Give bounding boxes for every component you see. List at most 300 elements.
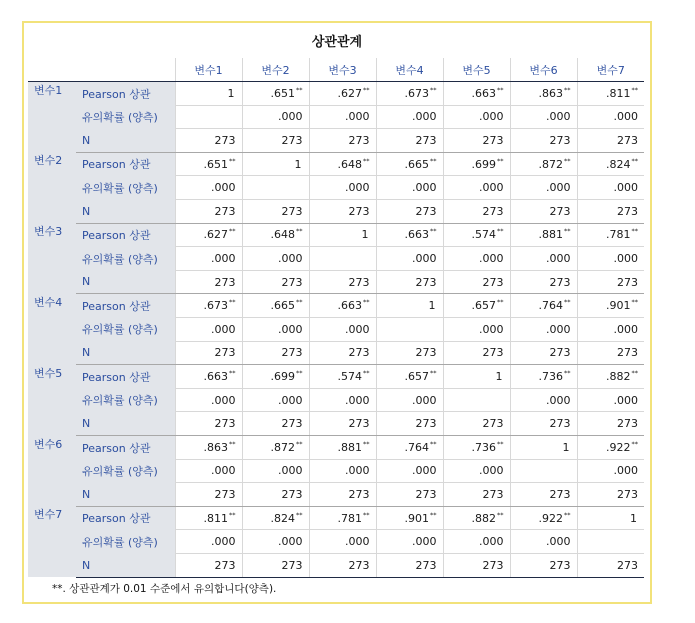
n-cell: 273 xyxy=(376,200,443,224)
statistic-label: 유의확률 (양측) xyxy=(76,247,175,271)
significance-marker: ** xyxy=(631,227,638,236)
statistic-label: Pearson 상관 xyxy=(76,294,175,318)
correlation-value: .922 xyxy=(538,511,563,525)
column-header: 변수5 xyxy=(443,58,510,82)
correlation-cell xyxy=(510,223,577,247)
correlation-cell xyxy=(510,506,577,530)
correlation-value: .736 xyxy=(538,370,563,384)
column-header: 변수7 xyxy=(577,58,644,82)
significance-cell xyxy=(577,530,644,554)
table-row xyxy=(28,388,644,412)
correlation-cell xyxy=(443,152,510,176)
correlation-value: .673 xyxy=(203,299,228,313)
statistic-label: 유의확률 (양측) xyxy=(76,388,175,412)
statistic-label: Pearson 상관 xyxy=(76,152,175,176)
correlation-cell xyxy=(242,82,309,106)
correlation-value: .627 xyxy=(203,228,228,242)
significance-marker: ** xyxy=(363,85,370,94)
significance-marker: ** xyxy=(430,85,437,94)
table-title: 상관관계 xyxy=(311,35,363,50)
significance-marker: ** xyxy=(497,510,504,519)
significance-cell: .000 xyxy=(242,247,309,271)
significance-cell: .000 xyxy=(443,247,510,271)
significance-cell: .000 xyxy=(577,176,644,200)
correlation-value: .648 xyxy=(270,228,295,242)
significance-cell: .000 xyxy=(175,176,242,200)
correlation-value: .673 xyxy=(404,86,429,100)
correlation-cell xyxy=(577,82,644,106)
footnote: **. 상관관계가 0.01 수준에서 유의합니다(양측). xyxy=(52,583,277,595)
statistic-label: Pearson 상관 xyxy=(76,223,175,247)
significance-cell: .000 xyxy=(309,459,376,483)
significance-cell: .000 xyxy=(376,105,443,129)
correlation-value: .574 xyxy=(337,370,362,384)
correlation-value: .651 xyxy=(270,86,295,100)
significance-marker: ** xyxy=(497,227,504,236)
significance-cell: .000 xyxy=(242,105,309,129)
significance-cell: .000 xyxy=(510,388,577,412)
n-cell: 273 xyxy=(577,483,644,507)
significance-cell: .000 xyxy=(175,247,242,271)
correlation-cell xyxy=(242,365,309,389)
statistic-label: Pearson 상관 xyxy=(76,365,175,389)
table-row xyxy=(28,82,644,106)
table-row xyxy=(28,506,644,530)
row-variable-label: 변수7 xyxy=(28,506,76,577)
correlation-value: .764 xyxy=(404,440,429,454)
significance-marker: ** xyxy=(229,369,236,378)
n-cell: 273 xyxy=(309,412,376,436)
row-variable-label: 변수4 xyxy=(28,294,76,365)
correlation-cell xyxy=(510,365,577,389)
row-variable-label: 변수3 xyxy=(28,223,76,294)
significance-marker: ** xyxy=(631,298,638,307)
row-variable-label: 변수1 xyxy=(28,82,76,153)
correlation-cell xyxy=(309,294,376,318)
n-cell: 273 xyxy=(376,483,443,507)
correlation-value: .663 xyxy=(404,228,429,242)
significance-marker: ** xyxy=(363,439,370,448)
table-row xyxy=(28,270,644,294)
table-row xyxy=(28,365,644,389)
statistic-label: N xyxy=(76,553,175,577)
correlation-cell xyxy=(376,82,443,106)
n-cell: 273 xyxy=(242,200,309,224)
correlation-value: .824 xyxy=(270,511,295,525)
n-cell: 273 xyxy=(175,553,242,577)
table-row xyxy=(28,318,644,342)
significance-marker: ** xyxy=(564,227,571,236)
correlation-value: .901 xyxy=(606,299,631,313)
correlation-value: .811 xyxy=(203,511,228,525)
correlation-cell xyxy=(443,365,510,389)
correlation-value: 1 xyxy=(630,511,637,525)
statistic-label: N xyxy=(76,483,175,507)
n-cell: 273 xyxy=(510,270,577,294)
correlation-value: .881 xyxy=(538,228,563,242)
correlation-cell xyxy=(242,506,309,530)
n-cell: 273 xyxy=(309,483,376,507)
correlation-cell xyxy=(309,436,376,460)
significance-marker: ** xyxy=(229,439,236,448)
correlation-value: .764 xyxy=(538,299,563,313)
correlation-cell xyxy=(510,152,577,176)
correlation-value: .736 xyxy=(471,440,496,454)
table-body xyxy=(28,82,644,577)
table-row xyxy=(28,436,644,460)
n-cell: 273 xyxy=(376,412,443,436)
correlation-cell xyxy=(242,223,309,247)
significance-cell: .000 xyxy=(577,247,644,271)
correlation-cell xyxy=(376,294,443,318)
correlation-value: .882 xyxy=(606,370,631,384)
significance-marker: ** xyxy=(564,298,571,307)
correlation-cell xyxy=(577,436,644,460)
n-cell: 273 xyxy=(242,553,309,577)
significance-cell: .000 xyxy=(309,530,376,554)
significance-cell: .000 xyxy=(309,105,376,129)
correlation-value: .863 xyxy=(538,86,563,100)
table-row xyxy=(28,105,644,129)
significance-cell: .000 xyxy=(175,388,242,412)
correlation-value: .574 xyxy=(471,228,496,242)
correlation-value: .699 xyxy=(270,370,295,384)
correlation-value: 1 xyxy=(294,157,302,171)
significance-cell: .000 xyxy=(242,530,309,554)
significance-cell: .000 xyxy=(376,388,443,412)
table-row xyxy=(28,530,644,554)
significance-cell: .000 xyxy=(577,388,644,412)
table-row xyxy=(28,341,644,365)
significance-marker: ** xyxy=(631,369,638,378)
significance-cell: .000 xyxy=(443,530,510,554)
statistic-label: 유의확률 (양측) xyxy=(76,318,175,342)
significance-marker: ** xyxy=(296,227,303,236)
column-header: 변수1 xyxy=(175,58,242,82)
table-row xyxy=(28,553,644,577)
n-cell: 273 xyxy=(242,483,309,507)
n-cell: 273 xyxy=(175,200,242,224)
significance-cell: .000 xyxy=(242,318,309,342)
significance-marker: ** xyxy=(363,156,370,165)
statistic-label: N xyxy=(76,129,175,153)
correlation-value: .824 xyxy=(606,157,631,171)
n-cell: 273 xyxy=(443,412,510,436)
correlation-value: .901 xyxy=(404,511,429,525)
n-cell: 273 xyxy=(443,341,510,365)
n-cell: 273 xyxy=(309,341,376,365)
significance-cell: .000 xyxy=(376,530,443,554)
n-cell: 273 xyxy=(577,270,644,294)
correlation-value: .665 xyxy=(404,157,429,171)
significance-cell: .000 xyxy=(376,459,443,483)
output-frame xyxy=(22,21,652,604)
statistic-label: N xyxy=(76,412,175,436)
significance-marker: ** xyxy=(296,439,303,448)
correlation-value: .663 xyxy=(203,370,228,384)
correlation-cell xyxy=(175,436,242,460)
table-row xyxy=(28,223,644,247)
significance-marker: ** xyxy=(564,510,571,519)
significance-cell xyxy=(175,105,242,129)
statistic-label: N xyxy=(76,200,175,224)
correlation-cell xyxy=(175,82,242,106)
significance-cell xyxy=(510,459,577,483)
significance-marker: ** xyxy=(631,156,638,165)
correlation-cell xyxy=(242,152,309,176)
correlation-cell xyxy=(577,365,644,389)
significance-cell: .000 xyxy=(577,105,644,129)
n-cell: 273 xyxy=(175,341,242,365)
statistic-label: Pearson 상관 xyxy=(76,82,175,106)
significance-marker: ** xyxy=(430,227,437,236)
significance-marker: ** xyxy=(564,85,571,94)
significance-marker: ** xyxy=(363,369,370,378)
correlation-value: .657 xyxy=(471,299,496,313)
n-cell: 273 xyxy=(510,129,577,153)
correlation-cell xyxy=(175,152,242,176)
n-cell: 273 xyxy=(443,483,510,507)
correlation-cell xyxy=(242,436,309,460)
correlation-cell xyxy=(309,82,376,106)
significance-marker: ** xyxy=(430,510,437,519)
significance-cell: .000 xyxy=(309,318,376,342)
significance-marker: ** xyxy=(430,156,437,165)
correlation-value: .872 xyxy=(538,157,563,171)
significance-marker: ** xyxy=(497,156,504,165)
n-cell: 273 xyxy=(175,270,242,294)
significance-cell: .000 xyxy=(577,318,644,342)
row-variable-label: 변수2 xyxy=(28,152,76,223)
significance-cell: .000 xyxy=(242,388,309,412)
significance-marker: ** xyxy=(497,85,504,94)
correlation-value: .699 xyxy=(471,157,496,171)
significance-marker: ** xyxy=(363,510,370,519)
correlation-cell xyxy=(577,152,644,176)
significance-cell: .000 xyxy=(242,459,309,483)
correlation-cell xyxy=(309,223,376,247)
correlation-value: .881 xyxy=(337,440,362,454)
correlation-cell xyxy=(309,365,376,389)
significance-cell: .000 xyxy=(309,388,376,412)
significance-marker: ** xyxy=(229,298,236,307)
correlation-value: .922 xyxy=(606,440,631,454)
corner-cell xyxy=(28,58,76,82)
statistic-label: Pearson 상관 xyxy=(76,436,175,460)
n-cell: 273 xyxy=(309,129,376,153)
table-row xyxy=(28,152,644,176)
table-row xyxy=(28,412,644,436)
n-cell: 273 xyxy=(510,200,577,224)
n-cell: 273 xyxy=(309,553,376,577)
significance-cell: .000 xyxy=(443,459,510,483)
statistic-label: N xyxy=(76,270,175,294)
statistic-label: 유의확률 (양측) xyxy=(76,530,175,554)
significance-cell: .000 xyxy=(443,318,510,342)
significance-cell: .000 xyxy=(376,247,443,271)
correlation-table xyxy=(28,58,644,578)
correlation-cell xyxy=(175,223,242,247)
n-cell: 273 xyxy=(510,341,577,365)
significance-cell xyxy=(443,388,510,412)
n-cell: 273 xyxy=(443,270,510,294)
correlation-value: .781 xyxy=(606,228,631,242)
n-cell: 273 xyxy=(242,129,309,153)
significance-cell: .000 xyxy=(577,459,644,483)
table-row xyxy=(28,129,644,153)
n-cell: 273 xyxy=(242,412,309,436)
significance-cell: .000 xyxy=(443,176,510,200)
correlation-cell xyxy=(376,223,443,247)
correlation-cell xyxy=(175,506,242,530)
significance-cell: .000 xyxy=(443,105,510,129)
n-cell: 273 xyxy=(443,553,510,577)
n-cell: 273 xyxy=(376,270,443,294)
corner-cell xyxy=(76,58,175,82)
n-cell: 273 xyxy=(443,200,510,224)
correlation-cell xyxy=(577,506,644,530)
statistic-label: 유의확률 (양측) xyxy=(76,105,175,129)
significance-cell: .000 xyxy=(510,105,577,129)
correlation-cell xyxy=(510,436,577,460)
significance-cell xyxy=(309,247,376,271)
significance-cell xyxy=(242,176,309,200)
n-cell: 273 xyxy=(309,270,376,294)
correlation-value: .648 xyxy=(337,157,362,171)
significance-cell: .000 xyxy=(510,530,577,554)
statistic-label: Pearson 상관 xyxy=(76,506,175,530)
n-cell: 273 xyxy=(242,341,309,365)
significance-cell: .000 xyxy=(309,176,376,200)
header-row xyxy=(28,58,644,82)
correlation-value: 1 xyxy=(361,228,369,242)
correlation-value: .872 xyxy=(270,440,295,454)
table-row xyxy=(28,200,644,224)
correlation-cell xyxy=(242,294,309,318)
correlation-cell xyxy=(309,506,376,530)
n-cell: 273 xyxy=(175,129,242,153)
column-header: 변수3 xyxy=(309,58,376,82)
correlation-value: .627 xyxy=(337,86,362,100)
correlation-value: 1 xyxy=(227,86,235,100)
table-row xyxy=(28,294,644,318)
column-header: 변수4 xyxy=(376,58,443,82)
significance-cell: .000 xyxy=(510,176,577,200)
n-cell: 273 xyxy=(376,553,443,577)
n-cell: 273 xyxy=(577,200,644,224)
n-cell: 273 xyxy=(510,553,577,577)
correlation-value: .657 xyxy=(404,370,429,384)
correlation-cell xyxy=(443,82,510,106)
row-variable-label: 변수6 xyxy=(28,436,76,507)
n-cell: 273 xyxy=(443,129,510,153)
significance-marker: ** xyxy=(497,298,504,307)
significance-cell: .000 xyxy=(376,176,443,200)
significance-marker: ** xyxy=(229,510,236,519)
correlation-cell xyxy=(376,436,443,460)
significance-marker: ** xyxy=(363,298,370,307)
correlation-cell xyxy=(443,223,510,247)
correlation-cell xyxy=(443,294,510,318)
correlation-cell xyxy=(175,294,242,318)
significance-marker: ** xyxy=(229,227,236,236)
correlation-value: .781 xyxy=(337,511,362,525)
correlation-cell xyxy=(510,82,577,106)
correlation-cell xyxy=(376,365,443,389)
significance-cell: .000 xyxy=(175,318,242,342)
correlation-value: .882 xyxy=(471,511,496,525)
n-cell: 273 xyxy=(577,412,644,436)
correlation-cell xyxy=(443,506,510,530)
correlation-cell xyxy=(443,436,510,460)
significance-marker: ** xyxy=(564,156,571,165)
significance-marker: ** xyxy=(631,439,638,448)
n-cell: 273 xyxy=(577,341,644,365)
n-cell: 273 xyxy=(376,341,443,365)
n-cell: 273 xyxy=(577,129,644,153)
significance-cell: .000 xyxy=(510,318,577,342)
n-cell: 273 xyxy=(510,412,577,436)
correlation-value: 1 xyxy=(428,299,436,313)
n-cell: 273 xyxy=(376,129,443,153)
significance-marker: ** xyxy=(296,369,303,378)
significance-marker: ** xyxy=(296,298,303,307)
correlation-cell xyxy=(376,152,443,176)
table-row xyxy=(28,247,644,271)
column-header: 변수2 xyxy=(242,58,309,82)
significance-marker: ** xyxy=(430,369,437,378)
significance-cell: .000 xyxy=(175,459,242,483)
correlation-value: 1 xyxy=(495,370,503,384)
correlation-cell xyxy=(577,223,644,247)
n-cell: 273 xyxy=(175,412,242,436)
significance-marker: ** xyxy=(564,369,571,378)
n-cell: 273 xyxy=(577,553,644,577)
correlation-value: .811 xyxy=(606,86,631,100)
table-row xyxy=(28,459,644,483)
significance-marker: ** xyxy=(430,439,437,448)
statistic-label: 유의확률 (양측) xyxy=(76,459,175,483)
significance-cell xyxy=(376,318,443,342)
table-row xyxy=(28,176,644,200)
correlation-value: .665 xyxy=(270,299,295,313)
correlation-value: .663 xyxy=(337,299,362,313)
correlation-value: .651 xyxy=(203,157,228,171)
n-cell: 273 xyxy=(242,270,309,294)
statistic-label: N xyxy=(76,341,175,365)
correlation-cell xyxy=(376,506,443,530)
significance-cell: .000 xyxy=(175,530,242,554)
significance-marker: ** xyxy=(296,85,303,94)
correlation-cell xyxy=(510,294,577,318)
n-cell: 273 xyxy=(309,200,376,224)
column-header: 변수6 xyxy=(510,58,577,82)
correlation-value: 1 xyxy=(562,440,570,454)
correlation-cell xyxy=(577,294,644,318)
row-variable-label: 변수5 xyxy=(28,365,76,436)
n-cell: 273 xyxy=(175,483,242,507)
correlation-value: .863 xyxy=(203,440,228,454)
significance-marker: ** xyxy=(631,85,638,94)
significance-marker: ** xyxy=(296,510,303,519)
significance-marker: ** xyxy=(229,156,236,165)
n-cell: 273 xyxy=(510,483,577,507)
statistic-label: 유의확률 (양측) xyxy=(76,176,175,200)
correlation-cell xyxy=(309,152,376,176)
table-row xyxy=(28,483,644,507)
significance-marker: ** xyxy=(497,439,504,448)
correlation-value: .663 xyxy=(471,86,496,100)
